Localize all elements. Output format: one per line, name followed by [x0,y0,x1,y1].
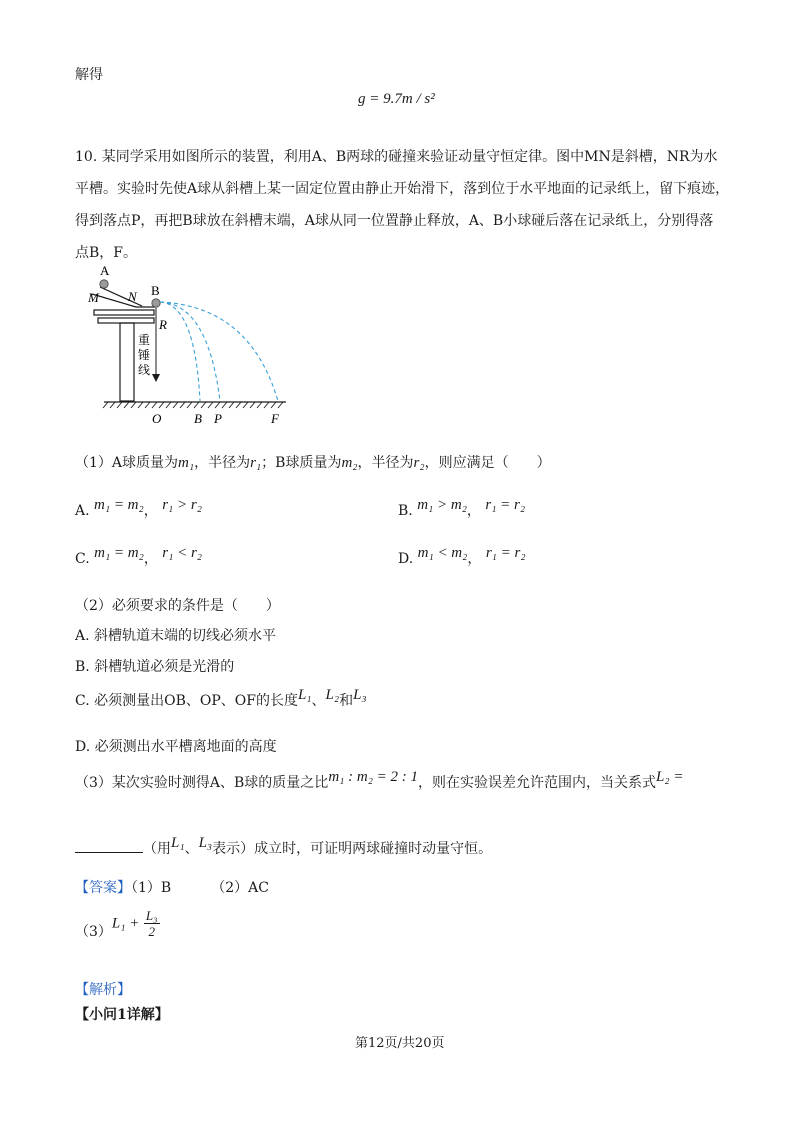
label-b: B [151,283,160,298]
option-d[interactable]: D. m₁ < m₂， r₁ = r₂ [398,545,526,567]
analysis-subheading: 【小问1详解】 [75,1007,169,1023]
analysis-tag: 【解析】 [75,982,131,998]
label-n: N [128,289,137,304]
answer-row [75,877,269,897]
label-ground-b: B [194,411,202,426]
table-leg [120,323,134,401]
option-a[interactable]: A. m₁ = m₂， r₁ > r₂ [75,497,202,519]
label-m: M [88,290,99,305]
label-a: A [100,263,110,278]
table-top [94,310,154,315]
ball-b [152,299,160,307]
plumb-char-2: 锤 [138,348,151,362]
question-line-4: 点B，F。 [75,245,138,261]
experiment-figure [80,262,300,430]
part3-stem: （3）某次实验时测得A、B球的质量之比m₁ : m₂ = 2 : 1，则在实验误差允许范围内，当关系式L₂ = [75,769,684,791]
option-c[interactable]: C. m₁ = m₂， r₁ < r₂ [75,545,203,567]
intro-equation: g = 9.7m / s² [358,91,435,107]
plumb-char-3: 线 [138,363,151,377]
question-line-1: 10. 某同学采用如图所示的装置，利用A、B两球的碰撞来验证动量守恒定律。图中MN是斜槽，NR为水 [75,149,718,165]
answer-1: （1）B [131,880,172,896]
answer-2: （2）AC [211,880,269,896]
r2-symbol: r₂ [413,455,425,471]
part2-option-c[interactable]: C. 必须测量出OB、OP、OF的长度L₁、L₂和L₃ [75,687,367,709]
trajectory-f [160,302,278,401]
plumb-arrow [152,374,160,382]
part2-option-d[interactable]: D. 必须测出水平槽离地面的高度 [75,739,277,755]
trajectory-p [160,302,220,401]
m2-symbol: m₂ [341,455,358,471]
table-shelf [98,318,154,323]
part2-option-a[interactable]: A. 斜槽轨道末端的切线必须水平 [75,628,277,644]
ball-a [100,280,108,288]
question-line-3: 得到落点P，再把B球放在斜槽末端，A球从同一位置静止释放，A、B小球碰后落在记录纸上，分别得落 [75,213,714,229]
l2-equals: L₂ = [656,769,684,785]
part2-stem: （2）必须要求的条件是（ ） [75,598,280,614]
label-o: O [152,411,162,426]
answer-3-row: （3）L₁ + $\frac{\text{L₃}}{2}$ [75,908,158,940]
label-p: P [214,411,222,426]
label-r: R [159,317,167,332]
m1-symbol: m₁ [178,455,195,471]
ground-hatching [103,402,283,408]
part2-option-b[interactable]: B. 斜槽轨道必须是光滑的 [75,659,235,675]
part1-stem: （1）A球质量为m₁，半径为r₁；B球质量为m₂，半径为r₂，则应满足（ ） [75,455,551,471]
mass-ratio: m₁ : m₂ = 2 : 1 [328,769,419,785]
page-footer: 第12页/共20页 [355,1036,445,1051]
r1-symbol: r₁ [250,455,262,471]
option-b[interactable]: B. m₁ > m₂， r₁ = r₂ [398,497,526,519]
intro-label: 解得 [75,67,103,83]
question-line-2: 平槽。实验时先使A球从斜槽上某一固定位置由静止开始滑下，落到位于水平地面的记录纸上，留下痕迹， [75,181,730,197]
answer-blank[interactable] [75,840,143,853]
answer-tag: 【答案】 [75,880,131,896]
label-f: F [271,411,279,426]
answer-3-fraction: $\frac{\text{L₃}}{2}$ [145,908,158,939]
part3-blank-line: （用L₁、L₃表示）成立时，可证明两球碰撞时动量守恒。 [75,838,492,858]
plumb-char-1: 重 [138,333,151,347]
